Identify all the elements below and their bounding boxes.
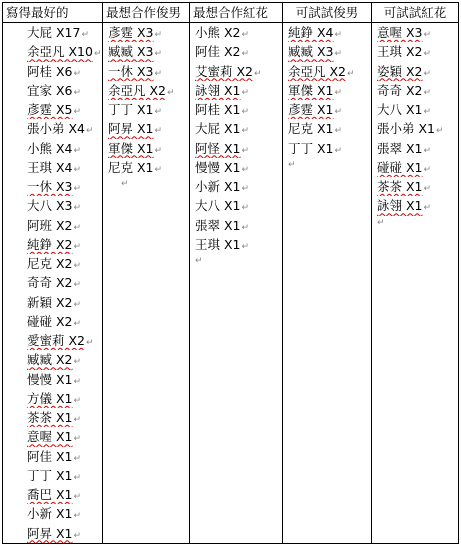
header-cell-try-male bbox=[283, 3, 372, 23]
paragraph-mark-icon: ↵ bbox=[73, 107, 82, 117]
paragraph-mark-icon: ↵ bbox=[73, 68, 82, 79]
list-item[interactable] bbox=[103, 119, 189, 138]
list-item[interactable] bbox=[190, 81, 282, 100]
paragraph-mark-icon: ↵ bbox=[73, 87, 82, 98]
list-item[interactable] bbox=[372, 62, 458, 81]
list-item[interactable] bbox=[283, 42, 371, 61]
entry-text: 丁丁 X1 bbox=[27, 467, 73, 483]
paragraph-mark-icon: ↵ bbox=[73, 145, 82, 156]
entry-text: 王琪 X4 bbox=[27, 159, 73, 175]
entry-text: 小熊 X2 bbox=[195, 25, 241, 40]
list-item[interactable] bbox=[283, 100, 371, 119]
paragraph-mark-icon: ↵ bbox=[334, 107, 343, 117]
list-item[interactable] bbox=[283, 119, 371, 138]
paragraph-mark-icon: ↵ bbox=[241, 184, 250, 194]
column-best-written[interactable] bbox=[3, 23, 103, 544]
paragraph-mark-icon: ↵ bbox=[73, 453, 82, 464]
paragraph-mark-icon: ↵ bbox=[154, 68, 163, 79]
entry-text: 尼克 X1 bbox=[108, 159, 154, 175]
list-item[interactable] bbox=[190, 158, 282, 177]
list-item[interactable] bbox=[190, 235, 282, 254]
paragraph-mark-icon: ↵ bbox=[377, 217, 385, 228]
list-item[interactable] bbox=[190, 100, 282, 119]
paragraph-mark-icon: ↵ bbox=[154, 126, 163, 137]
entry-text: 大八 X3 bbox=[27, 198, 73, 214]
paragraph-mark-icon: ↵ bbox=[254, 68, 262, 79]
paragraph-mark-icon: ↵ bbox=[73, 184, 82, 194]
entry-text: 臧臧 X3 bbox=[288, 44, 334, 60]
entry-text: 碰碰 X2 bbox=[27, 313, 73, 329]
paragraph-mark-icon: ↵ bbox=[73, 492, 82, 502]
list-item[interactable] bbox=[3, 177, 102, 196]
paragraph-mark-icon: ↵ bbox=[423, 68, 432, 79]
paragraph-mark-icon: ↵ bbox=[334, 145, 343, 156]
list-item[interactable] bbox=[372, 196, 458, 215]
entry-text: 張翠 X1 bbox=[195, 217, 241, 233]
entry-text: 阿昇 X1 bbox=[108, 121, 154, 137]
list-item[interactable] bbox=[190, 139, 282, 158]
list-item[interactable] bbox=[103, 158, 189, 177]
paragraph-mark-icon: ↵ bbox=[154, 145, 163, 156]
list-item[interactable] bbox=[3, 158, 102, 177]
header-label[interactable]: 最想合作俊男 bbox=[106, 5, 182, 20]
header-cell-best-written bbox=[3, 3, 103, 23]
entry-text: 大八 X1 bbox=[377, 102, 423, 117]
paragraph-mark-icon: ↵ bbox=[73, 472, 82, 483]
list-item[interactable] bbox=[103, 139, 189, 158]
paragraph-mark-icon: ↵ bbox=[241, 126, 250, 137]
list-item[interactable] bbox=[3, 466, 102, 485]
header-label[interactable]: 最想合作紅花 bbox=[193, 5, 269, 20]
list-item[interactable] bbox=[3, 331, 102, 350]
paragraph-mark-icon: ↵ bbox=[73, 415, 82, 425]
list-item[interactable] bbox=[3, 408, 102, 427]
header-label[interactable]: 寫得最好的 bbox=[6, 5, 69, 20]
list-item[interactable] bbox=[372, 119, 458, 138]
header-cell-collab-female bbox=[190, 3, 283, 23]
paragraph-mark-icon: ↵ bbox=[73, 164, 82, 175]
paragraph-mark-icon: ↵ bbox=[73, 222, 82, 233]
paragraph-mark-icon: ↵ bbox=[241, 49, 250, 60]
list-item[interactable] bbox=[3, 81, 102, 100]
entry-text: 臧臧 X2 bbox=[27, 352, 73, 368]
paragraph-mark-icon: ↵ bbox=[241, 30, 250, 40]
entry-text: 純錚 X2 bbox=[27, 236, 73, 252]
entry-text: 張小弟 X1 bbox=[377, 121, 435, 137]
list-item[interactable] bbox=[3, 139, 102, 158]
paragraph-mark-icon: ↵ bbox=[241, 241, 250, 252]
entry-text: 奇奇 X2 bbox=[377, 82, 423, 98]
entry-text: 阿佳 X1 bbox=[27, 448, 73, 464]
entry-text: 軍傑 X1 bbox=[288, 82, 334, 98]
entry-text: 阿桂 X6 bbox=[27, 63, 73, 79]
paragraph-mark-icon: ↵ bbox=[334, 30, 343, 40]
list-item[interactable] bbox=[3, 196, 102, 215]
paragraph-mark-icon: ↵ bbox=[423, 87, 432, 98]
entry-text: 小新 X1 bbox=[195, 179, 241, 194]
entry-text: 余亞凡 X10 bbox=[27, 44, 93, 60]
list-item[interactable] bbox=[3, 504, 102, 523]
entry-text: 彥霆 X5 bbox=[27, 102, 73, 117]
paragraph-mark-icon: ↵ bbox=[154, 164, 163, 175]
list-item[interactable] bbox=[283, 62, 371, 81]
paragraph-mark-icon: ↵ bbox=[86, 126, 94, 137]
column-try-male[interactable] bbox=[283, 23, 372, 544]
list-item[interactable] bbox=[3, 23, 102, 42]
column-try-female[interactable] bbox=[372, 23, 459, 544]
paragraph-mark-icon: ↵ bbox=[436, 126, 444, 137]
entry-text: 意喔 X1 bbox=[27, 429, 73, 445]
entry-text: 茶茶 X1 bbox=[377, 179, 423, 194]
paragraph-mark-icon: ↵ bbox=[241, 164, 250, 175]
list-item[interactable] bbox=[3, 254, 102, 273]
entry-text: 一休 X3 bbox=[108, 63, 154, 79]
paragraph-mark-icon: ↵ bbox=[73, 299, 82, 310]
list-item[interactable] bbox=[3, 235, 102, 254]
list-item[interactable] bbox=[3, 312, 102, 331]
entry-text: 新穎 X2 bbox=[27, 294, 73, 310]
entry-text: 張小弟 X4 bbox=[27, 121, 85, 137]
paragraph-mark-icon: ↵ bbox=[347, 68, 355, 79]
paragraph-mark-icon: ↵ bbox=[241, 145, 250, 156]
entry-text: 張翠 X1 bbox=[377, 140, 423, 156]
paragraph-mark-icon: ↵ bbox=[86, 338, 94, 348]
list-item[interactable] bbox=[190, 23, 282, 42]
paragraph-mark-icon: ↵ bbox=[423, 203, 432, 214]
entry-text: 純錚 X4 bbox=[288, 25, 334, 40]
paragraph-mark-icon: ↵ bbox=[73, 280, 82, 291]
entry-text: 王琪 X1 bbox=[195, 236, 241, 252]
list-item[interactable] bbox=[3, 427, 102, 446]
entry-text: 一休 X3 bbox=[27, 179, 73, 194]
paragraph-mark-icon: ↵ bbox=[423, 184, 432, 194]
entry-text: 宜家 X6 bbox=[27, 82, 73, 98]
entry-text: 姿穎 X2 bbox=[377, 63, 423, 79]
list-item[interactable] bbox=[372, 42, 458, 61]
list-item[interactable] bbox=[3, 100, 102, 119]
paragraph-mark-icon: ↵ bbox=[423, 30, 432, 40]
entry-text: 詠翎 X1 bbox=[195, 82, 241, 98]
list-item[interactable] bbox=[3, 350, 102, 369]
entry-text: 大屁 X17 bbox=[27, 25, 81, 40]
list-item[interactable] bbox=[3, 62, 102, 81]
paragraph-mark-icon: ↵ bbox=[73, 511, 82, 522]
header-label[interactable]: 可試試紅花 bbox=[383, 5, 447, 20]
entry-text: 奇奇 X2 bbox=[27, 275, 73, 291]
entry-text: 余亞凡 X2 bbox=[288, 63, 346, 79]
paragraph-mark-icon: ↵ bbox=[73, 241, 82, 252]
entry-text: 阿怪 X1 bbox=[195, 140, 241, 156]
list-item[interactable] bbox=[103, 81, 189, 100]
entry-text: 阿桂 X1 bbox=[195, 102, 241, 117]
paragraph-mark-icon: ↵ bbox=[73, 318, 82, 329]
list-item[interactable] bbox=[190, 177, 282, 196]
list-item[interactable] bbox=[190, 119, 282, 138]
column-collab-male[interactable] bbox=[103, 23, 190, 544]
list-item[interactable] bbox=[372, 139, 458, 158]
header-cell-try-female bbox=[372, 3, 459, 23]
paragraph-mark-icon: ↵ bbox=[241, 203, 250, 214]
header-cell-collab-male bbox=[103, 3, 190, 23]
list-item[interactable] bbox=[103, 42, 189, 61]
entry-text: 艾蜜莉 X2 bbox=[195, 63, 253, 79]
list-item[interactable] bbox=[283, 81, 371, 100]
paragraph-mark-icon: ↵ bbox=[241, 222, 250, 233]
list-item[interactable] bbox=[372, 158, 458, 177]
list-item[interactable] bbox=[103, 100, 189, 119]
entry-text: 軍傑 X1 bbox=[108, 140, 154, 156]
list-item[interactable] bbox=[190, 42, 282, 61]
body-row bbox=[3, 23, 459, 544]
paragraph-mark-icon: ↵ bbox=[73, 376, 82, 387]
list-item[interactable] bbox=[283, 23, 371, 42]
ranking-table bbox=[2, 2, 459, 544]
entry-text: 丁丁 X1 bbox=[108, 102, 154, 117]
entry-text: 意喔 X3 bbox=[377, 25, 423, 40]
paragraph-mark-icon: ↵ bbox=[121, 179, 129, 189]
paragraph-mark-icon: ↵ bbox=[73, 357, 82, 368]
entry-text: 方儀 X1 bbox=[27, 390, 73, 406]
list-item[interactable] bbox=[283, 139, 371, 158]
entry-text: 小熊 X4 bbox=[27, 140, 73, 156]
list-item[interactable] bbox=[3, 389, 102, 408]
entry-text: 小新 X1 bbox=[27, 506, 73, 522]
paragraph-mark-icon: ↵ bbox=[334, 49, 343, 60]
paragraph-mark-icon: ↵ bbox=[241, 107, 250, 117]
paragraph-mark-icon: ↵ bbox=[423, 145, 432, 156]
paragraph-mark-icon: ↵ bbox=[154, 30, 163, 40]
entry-text: 慢慢 X1 bbox=[195, 159, 241, 175]
paragraph-mark-icon: ↵ bbox=[288, 159, 296, 170]
list-item[interactable] bbox=[372, 81, 458, 100]
entry-text: 阿昇 X1 bbox=[27, 525, 73, 541]
list-item[interactable] bbox=[3, 485, 102, 504]
entry-text: 彥霆 X3 bbox=[108, 25, 154, 40]
entry-text: 慢慢 X1 bbox=[27, 371, 73, 387]
paragraph-mark-icon: ↵ bbox=[73, 261, 82, 271]
entry-text: 尼克 X2 bbox=[27, 256, 73, 271]
list-item[interactable] bbox=[3, 216, 102, 235]
list-item[interactable] bbox=[190, 216, 282, 235]
entry-text: 丁丁 X1 bbox=[288, 140, 334, 156]
paragraph-mark-icon: ↵ bbox=[241, 87, 250, 98]
paragraph-mark-icon: ↵ bbox=[154, 49, 163, 60]
list-item[interactable] bbox=[3, 119, 102, 138]
paragraph-mark-icon: ↵ bbox=[167, 87, 175, 98]
paragraph-mark-icon: ↵ bbox=[423, 107, 432, 117]
list-item[interactable] bbox=[3, 524, 102, 543]
list-item[interactable] bbox=[3, 447, 102, 466]
entry-text: 喬巴 X1 bbox=[27, 487, 73, 502]
list-item[interactable] bbox=[372, 100, 458, 119]
entry-text: 詠翎 X1 bbox=[377, 198, 423, 214]
list-item[interactable] bbox=[372, 23, 458, 42]
entry-text: 余亞凡 X2 bbox=[108, 82, 166, 98]
entry-text: 臧臧 X3 bbox=[108, 44, 154, 60]
list-item[interactable] bbox=[190, 196, 282, 215]
header-row bbox=[3, 3, 459, 23]
paragraph-mark-icon: ↵ bbox=[334, 126, 343, 137]
paragraph-mark-icon: ↵ bbox=[93, 49, 102, 60]
paragraph-mark-icon: ↵ bbox=[154, 107, 163, 117]
header-label[interactable]: 可試試俊男 bbox=[295, 5, 359, 20]
entry-text: 愛蜜莉 X2 bbox=[27, 333, 85, 348]
list-item[interactable] bbox=[3, 273, 102, 292]
entry-text: 阿佳 X2 bbox=[195, 44, 241, 60]
paragraph-mark-icon: ↵ bbox=[73, 203, 82, 214]
paragraph-mark-icon: ↵ bbox=[73, 530, 82, 541]
entry-text: 碰碰 X1 bbox=[377, 159, 423, 175]
entry-text: 阿班 X2 bbox=[27, 217, 73, 233]
entry-text: 王琪 X2 bbox=[377, 44, 423, 60]
list-item[interactable] bbox=[103, 23, 189, 42]
entry-text: 尼克 X1 bbox=[288, 121, 334, 137]
list-item[interactable] bbox=[190, 62, 282, 81]
list-item[interactable] bbox=[372, 177, 458, 196]
paragraph-mark-icon: ↵ bbox=[334, 87, 343, 98]
entry-text: 大八 X1 bbox=[195, 198, 241, 214]
entry-text: 茶茶 X1 bbox=[27, 410, 73, 425]
paragraph-mark-icon: ↵ bbox=[423, 164, 432, 175]
column-collab-female[interactable] bbox=[190, 23, 283, 544]
paragraph-mark-icon: ↵ bbox=[73, 395, 82, 406]
paragraph-mark-icon: ↵ bbox=[423, 49, 432, 60]
paragraph-mark-icon: ↵ bbox=[73, 434, 82, 445]
list-item[interactable] bbox=[3, 293, 102, 312]
list-item[interactable] bbox=[103, 62, 189, 81]
entry-text: 大屁 X1 bbox=[195, 121, 241, 137]
list-item[interactable] bbox=[3, 42, 102, 61]
entry-text: 彥霆 X1 bbox=[288, 102, 334, 117]
list-item[interactable] bbox=[3, 370, 102, 389]
paragraph-mark-icon: ↵ bbox=[195, 256, 203, 266]
paragraph-mark-icon: ↵ bbox=[81, 30, 89, 40]
